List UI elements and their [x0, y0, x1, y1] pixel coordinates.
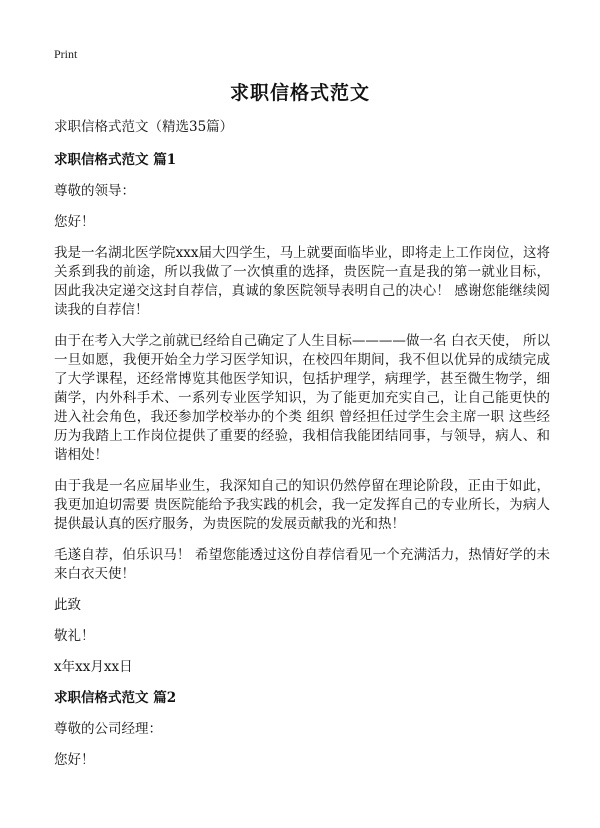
- paragraph-2: 由于在考入大学之前就已经给自己确定了人生目标————做一名 白衣天使， 所以一旦如愿，我便开始全力学习医学知识，在校四年期间，我不但以优异的成绩完成了大学课程，还经常博览其他医学知识，包括护理学，病理学，甚至微生物学，细菌学，内外科手术、一系列专业医学知识，为了能更加充实自己，让自己能更快的进入社会角色，我还参加学校举办的个类 组织 曾经担任过学生会主席一职 这些经历为我踏上工作岗位提供了重要的经验，我相信我能团结同事，与领导，病人、和谐相处！: [54, 333, 550, 463]
- print-label: Print: [54, 47, 78, 61]
- salutation-2: 尊敬的公司经理：: [54, 721, 162, 737]
- paragraph-4: 毛遂自荐，伯乐识马！ 希望您能透过这份自荐信看见一个充满活力，热情好学的未来白衣天使！: [54, 547, 550, 582]
- salutation-1: 尊敬的领导：: [54, 183, 135, 199]
- letter-date: x年xx月xx日: [54, 659, 133, 675]
- closing-line-1: 此致: [54, 597, 81, 613]
- greeting-2: 您好！: [54, 752, 95, 768]
- section-heading-2: 求职信格式范文 篇2: [54, 690, 177, 706]
- section-heading-1: 求职信格式范文 篇1: [54, 152, 177, 168]
- closing-line-2: 敬礼！: [54, 628, 95, 644]
- paragraph-3: 由于我是一名应届毕业生，我深知自己的知识仍然停留在理论阶段，正由于如此，我更加迫切需要 贵医院能给予我实践的机会，我一定发挥自己的专业所长，为病人提供最认真的医疗服务，为贵医院的发展贡献我的光和热！: [54, 478, 550, 532]
- greeting-1: 您好！: [54, 214, 95, 230]
- document-body: [54, 118, 550, 782]
- document-subtitle: 求职信格式范文（精选35篇）: [54, 119, 234, 135]
- paragraph-1: 我是一名湖北医学院xxx届大四学生，马上就要面临毕业，即将走上工作岗位，这将关系到我的前途，所以我做了一次慎重的选择，贵医院一直是我的第一就业目标，因此我决定递交这封自荐信，真诚的象医院领导表明自己的决心！ 感谢您能继续阅读我的自荐信！: [54, 245, 550, 318]
- page-title: 求职信格式范文: [229, 82, 370, 104]
